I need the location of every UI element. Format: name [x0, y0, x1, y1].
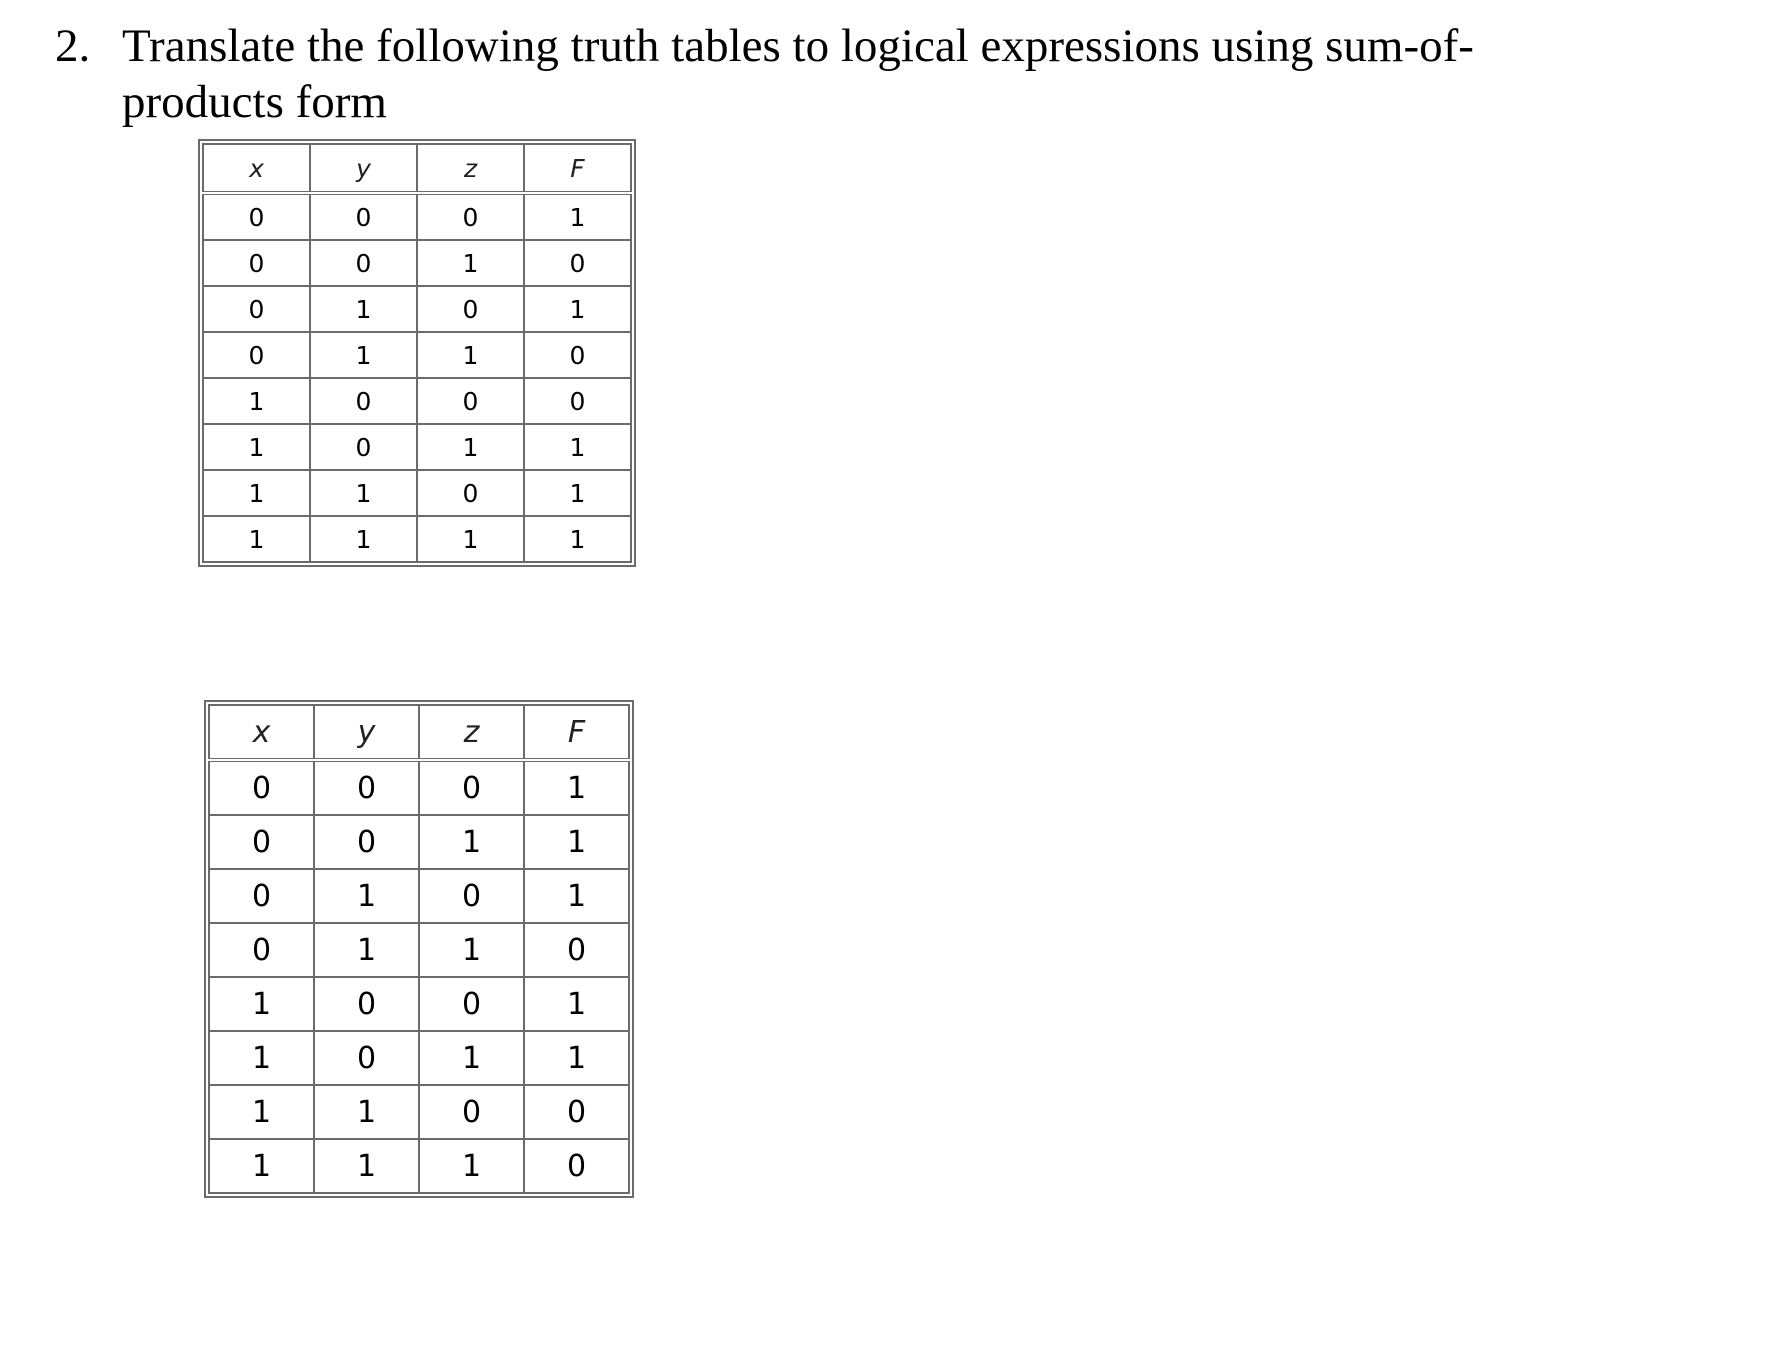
table-cell: 1	[203, 424, 310, 470]
column-header: F	[524, 705, 629, 760]
table-cell: 0	[209, 760, 314, 815]
table-row	[203, 516, 631, 562]
table-cell: 0	[203, 240, 310, 286]
table-row	[209, 1085, 629, 1139]
table-row	[209, 1031, 629, 1085]
table-cell: 0	[209, 869, 314, 923]
table-cell: 0	[203, 286, 310, 332]
table-cell: 0	[314, 977, 419, 1031]
table-cell: 0	[417, 378, 524, 424]
question-text	[55, 18, 1715, 130]
table-row	[209, 923, 629, 977]
table-cell: 0	[524, 1085, 629, 1139]
table-row	[203, 193, 631, 240]
table-cell: 0	[524, 332, 631, 378]
table-cell: 1	[524, 869, 629, 923]
table-cell: 1	[209, 977, 314, 1031]
table-cell: 1	[203, 470, 310, 516]
table-row	[203, 424, 631, 470]
table-row	[203, 378, 631, 424]
table-cell: 0	[314, 760, 419, 815]
truth-table-1	[198, 139, 636, 567]
table-cell: 0	[203, 193, 310, 240]
column-header: z	[419, 705, 524, 760]
table-cell: 1	[310, 286, 417, 332]
table-cell: 0	[524, 923, 629, 977]
table-cell: 0	[419, 760, 524, 815]
table-cell: 1	[419, 1139, 524, 1193]
truth-table-1-grid	[202, 143, 632, 563]
table-cell: 0	[417, 193, 524, 240]
table-cell: 0	[310, 424, 417, 470]
table-cell: 0	[524, 378, 631, 424]
table-cell: 1	[524, 286, 631, 332]
table-cell: 0	[310, 378, 417, 424]
table-row	[209, 815, 629, 869]
table-row	[203, 470, 631, 516]
table-row	[203, 286, 631, 332]
table-row	[209, 1139, 629, 1193]
table-cell: 1	[310, 332, 417, 378]
table-cell: 0	[417, 470, 524, 516]
table-cell: 1	[524, 760, 629, 815]
table-cell: 1	[314, 923, 419, 977]
table-cell: 1	[524, 1031, 629, 1085]
question-prompt-line-1: Translate the following truth tables to logical expressions using sum-of-	[122, 20, 1474, 72]
table-cell: 0	[524, 240, 631, 286]
question-line-2: products form	[122, 76, 387, 128]
table-cell: 0	[203, 332, 310, 378]
table-cell: 1	[417, 424, 524, 470]
table-cell: 1	[314, 1139, 419, 1193]
table-cell: 1	[419, 1031, 524, 1085]
table-cell: 0	[417, 286, 524, 332]
table-row	[203, 240, 631, 286]
table-cell: 1	[314, 1085, 419, 1139]
table-header-row	[203, 144, 631, 193]
column-header: y	[310, 144, 417, 193]
table-cell: 0	[314, 1031, 419, 1085]
table-row	[209, 760, 629, 815]
table-row	[203, 332, 631, 378]
table-cell: 0	[524, 1139, 629, 1193]
table-cell: 1	[524, 424, 631, 470]
table-cell: 1	[419, 923, 524, 977]
table-cell: 1	[310, 470, 417, 516]
column-header: F	[524, 144, 631, 193]
column-header: x	[209, 705, 314, 760]
table-cell: 1	[524, 470, 631, 516]
table-cell: 0	[419, 869, 524, 923]
table-cell: 1	[524, 516, 631, 562]
question-number: 2.	[55, 20, 91, 72]
table-cell: 0	[419, 977, 524, 1031]
table-cell: 0	[314, 815, 419, 869]
table-cell: 0	[310, 240, 417, 286]
column-header: x	[203, 144, 310, 193]
table-cell: 1	[203, 378, 310, 424]
table-cell: 1	[209, 1139, 314, 1193]
table-row	[209, 977, 629, 1031]
table-cell: 0	[310, 193, 417, 240]
table-cell: 0	[209, 923, 314, 977]
table-cell: 1	[314, 869, 419, 923]
table-cell: 1	[209, 1031, 314, 1085]
table-cell: 1	[419, 815, 524, 869]
column-header: y	[314, 705, 419, 760]
truth-table-2-grid	[208, 704, 630, 1194]
table-row	[209, 869, 629, 923]
table-cell: 1	[310, 516, 417, 562]
truth-table-2	[204, 700, 634, 1198]
question-line-1	[55, 18, 1715, 74]
table-cell: 1	[417, 332, 524, 378]
table-cell: 1	[209, 1085, 314, 1139]
column-header: z	[417, 144, 524, 193]
table-cell: 1	[524, 977, 629, 1031]
table-cell: 1	[417, 240, 524, 286]
table-cell: 1	[524, 193, 631, 240]
table-cell: 0	[419, 1085, 524, 1139]
table-cell: 1	[203, 516, 310, 562]
table-cell: 1	[524, 815, 629, 869]
table-header-row	[209, 705, 629, 760]
table-cell: 0	[209, 815, 314, 869]
table-cell: 1	[417, 516, 524, 562]
